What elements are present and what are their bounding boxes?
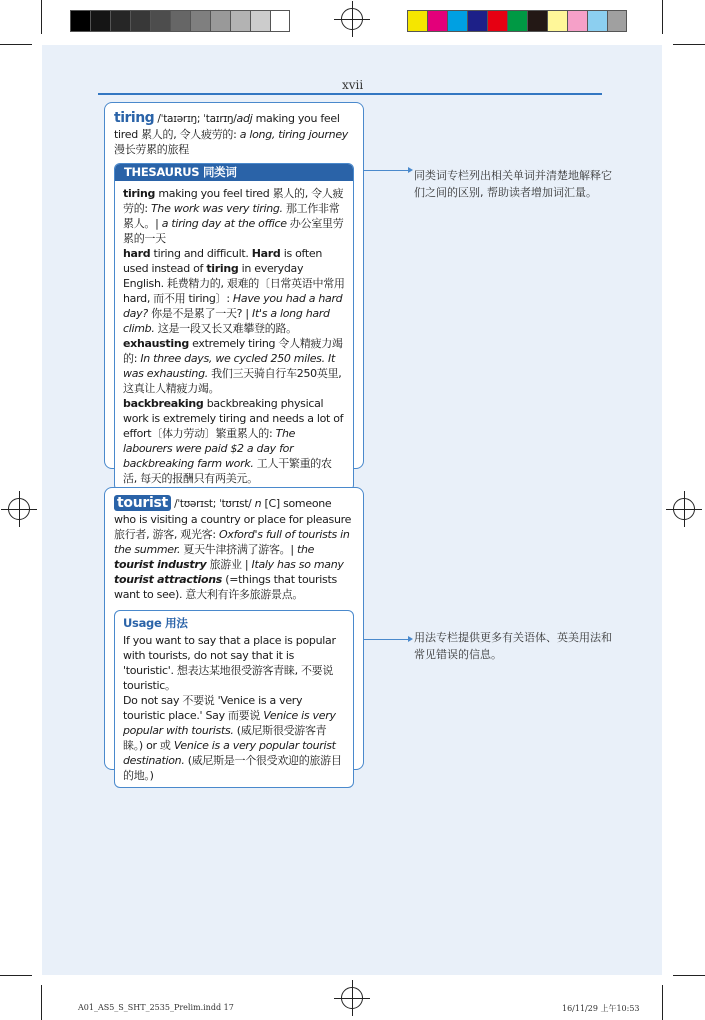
example-translation: 旅游业 | bbox=[206, 558, 252, 571]
thesaurus-example: Have you had a hard day? bbox=[123, 292, 343, 320]
grayscale-color-bar bbox=[70, 10, 290, 32]
usage-title: Usage 用法 bbox=[123, 616, 188, 630]
color-swatch bbox=[270, 10, 290, 32]
entry-tiring bbox=[104, 102, 364, 485]
headword-tiring: tiring bbox=[114, 110, 155, 126]
color-swatch bbox=[587, 10, 607, 32]
thesaurus-item-tiring bbox=[123, 186, 345, 246]
color-swatch bbox=[70, 10, 90, 32]
color-swatch bbox=[170, 10, 190, 32]
thesaurus-word: hard bbox=[123, 247, 151, 260]
thesaurus-example-translation: 我们三天骑自行车250英里, 这真让人精疲力竭。 bbox=[123, 367, 342, 395]
color-swatch bbox=[527, 10, 547, 32]
example-translation: 夏天牛津挤满了游客。| bbox=[180, 543, 297, 556]
usage-body bbox=[115, 611, 353, 787]
grammar-code: [C] bbox=[264, 497, 280, 510]
color-swatch bbox=[230, 10, 250, 32]
thesaurus-example-translation: 办公室里劳累的一天 bbox=[123, 217, 344, 245]
example: a long, tiring journey bbox=[239, 128, 349, 141]
crop-mark bbox=[662, 0, 663, 34]
usage-panel bbox=[114, 610, 354, 788]
color-swatch bbox=[250, 10, 270, 32]
leader-line bbox=[364, 639, 409, 640]
usage-example: Venice is a very popular tourist destination. bbox=[123, 739, 336, 767]
page bbox=[42, 45, 662, 975]
thesaurus-example-translation: 工人干繁重的农活, 每天的报酬只有两美元。 bbox=[123, 457, 332, 485]
registration-mark bbox=[673, 498, 695, 520]
thesaurus-title: THESAURUS 同类词 bbox=[115, 164, 353, 181]
thesaurus-example: It's a long hard climb. bbox=[123, 307, 330, 335]
definition: making you feel tired 累人的, 令人疲劳的: bbox=[114, 112, 340, 141]
crop-mark bbox=[41, 0, 42, 34]
thesaurus-example-translation: 你是不是累了一天? | bbox=[147, 307, 253, 320]
color-swatch bbox=[607, 10, 627, 32]
thesaurus-def: making you feel tired 累人的, 令人疲劳的: bbox=[123, 187, 344, 215]
page-number: xvii bbox=[342, 78, 364, 92]
thesaurus-example-translation: 那工作非常累人。| bbox=[123, 202, 340, 230]
thesaurus-item-exhausting bbox=[123, 336, 345, 396]
color-swatch bbox=[407, 10, 427, 32]
pronunciation: /ˈtaɪərɪŋ; ˈtaɪrɪŋ/ bbox=[157, 113, 237, 125]
entry-tourist bbox=[104, 487, 364, 782]
color-swatch bbox=[90, 10, 110, 32]
thesaurus-panel bbox=[114, 163, 354, 491]
thesaurus-def: is often used instead of bbox=[123, 247, 323, 275]
thesaurus-example: The work was very tiring. bbox=[151, 202, 283, 215]
entry-tiring-definition bbox=[114, 111, 354, 157]
crop-mark bbox=[0, 975, 32, 976]
color-swatch bbox=[487, 10, 507, 32]
crop-mark bbox=[673, 975, 705, 976]
color-swatch bbox=[210, 10, 230, 32]
thesaurus-example: In three days, we cycled 250 miles. It was exhausting. bbox=[123, 352, 335, 380]
collocation: tourist attractions bbox=[114, 573, 223, 586]
note-thesaurus: 同类词专栏列出相关单词并清楚地解释它们之间的区别, 帮助读者增加词汇量。 bbox=[414, 169, 612, 199]
registration-mark bbox=[341, 8, 363, 30]
thesaurus-example-translation: 这是一段又长又难攀登的路。 bbox=[154, 322, 297, 335]
thesaurus-def: extremely tiring 令人精疲力竭的: bbox=[123, 337, 343, 365]
usage-text: (威尼斯是一个很受欢迎的旅游目的地。) bbox=[123, 754, 342, 782]
crop-mark bbox=[662, 985, 663, 1020]
arrow-icon bbox=[408, 167, 413, 173]
leader-line bbox=[364, 170, 409, 171]
thesaurus-def: in everyday English. 耗费精力的, 艰难的〔日常英语中常用 hard, 而不用 tiring〕: bbox=[123, 262, 345, 305]
thesaurus-item-hard bbox=[123, 246, 345, 336]
crop-mark bbox=[0, 44, 32, 45]
process-color-bar bbox=[407, 10, 627, 32]
color-swatch bbox=[110, 10, 130, 32]
color-swatch bbox=[427, 10, 447, 32]
slug-filename: A01_AS5_S_SHT_2535_Prelim.indd 17 bbox=[78, 1003, 234, 1012]
slug-timestamp: 16/11/29 上午10:53 bbox=[562, 1004, 640, 1013]
thesaurus-word: exhausting bbox=[123, 337, 189, 350]
color-swatch bbox=[547, 10, 567, 32]
crop-mark bbox=[41, 985, 42, 1020]
pronunciation: /ˈtʊərɪst; ˈtʊrɪst/ bbox=[174, 498, 252, 510]
thesaurus-def: backbreaking physical work is extremely tiring and needs a lot of effort〔体力劳动〕繁重累人的: bbox=[123, 397, 344, 440]
registration-mark bbox=[341, 987, 363, 1009]
color-swatch bbox=[467, 10, 487, 32]
usage-text: Do not say 不要说 'Venice is a very touristic place.' Say 而要说 bbox=[123, 694, 303, 722]
example: Italy has so many bbox=[251, 558, 344, 571]
thesaurus-body bbox=[115, 181, 353, 490]
entry-tourist-definition bbox=[114, 496, 354, 602]
thesaurus-word: tiring bbox=[123, 187, 156, 200]
thesaurus-word: tiring bbox=[206, 262, 239, 275]
part-of-speech: n bbox=[254, 497, 262, 510]
headword-tourist: tourist bbox=[114, 495, 171, 511]
usage-text: (威尼斯很受游客青睐。) or 或 bbox=[123, 724, 327, 752]
thesaurus-example: The labourers were paid $2 a day for backbreaking farm work. bbox=[123, 427, 296, 470]
arrow-icon bbox=[408, 636, 413, 642]
color-swatch bbox=[150, 10, 170, 32]
example: Oxford's full of tourists in the summer. bbox=[114, 528, 350, 556]
color-swatch bbox=[567, 10, 587, 32]
definition: someone who is visiting a country or place for pleasure 旅行者, 游客, 观光客: bbox=[114, 497, 352, 541]
part-of-speech: adj bbox=[236, 112, 253, 125]
example-translation: (=things that tourists want to see). 意大利有许多旅游景点。 bbox=[114, 573, 337, 601]
usage-example: Venice is very popular with tourists. bbox=[123, 709, 336, 737]
header-rule bbox=[98, 93, 602, 95]
collocation: tourist industry bbox=[114, 558, 207, 571]
color-swatch bbox=[447, 10, 467, 32]
registration-mark bbox=[8, 498, 30, 520]
usage-paragraph bbox=[123, 693, 345, 783]
thesaurus-word: backbreaking bbox=[123, 397, 204, 410]
example-translation: 漫长劳累的旅程 bbox=[114, 143, 189, 156]
color-swatch bbox=[130, 10, 150, 32]
note-usage: 用法专栏提供更多有关语体、英美用法和常见错误的信息。 bbox=[414, 631, 612, 661]
color-swatch bbox=[507, 10, 527, 32]
usage-paragraph: If you want to say that a place is popular with tourists, do not say that it is 'touristic'. 想表达某地很受游客青睐, 不要说touristic。 bbox=[123, 634, 336, 692]
color-swatch bbox=[190, 10, 210, 32]
thesaurus-example: a tiring day at the office bbox=[161, 217, 287, 230]
thesaurus-word: Hard bbox=[251, 247, 281, 260]
crop-mark bbox=[673, 44, 705, 45]
example: the bbox=[296, 543, 315, 556]
thesaurus-item-backbreaking bbox=[123, 396, 345, 486]
thesaurus-def: tiring and difficult. bbox=[150, 247, 252, 260]
